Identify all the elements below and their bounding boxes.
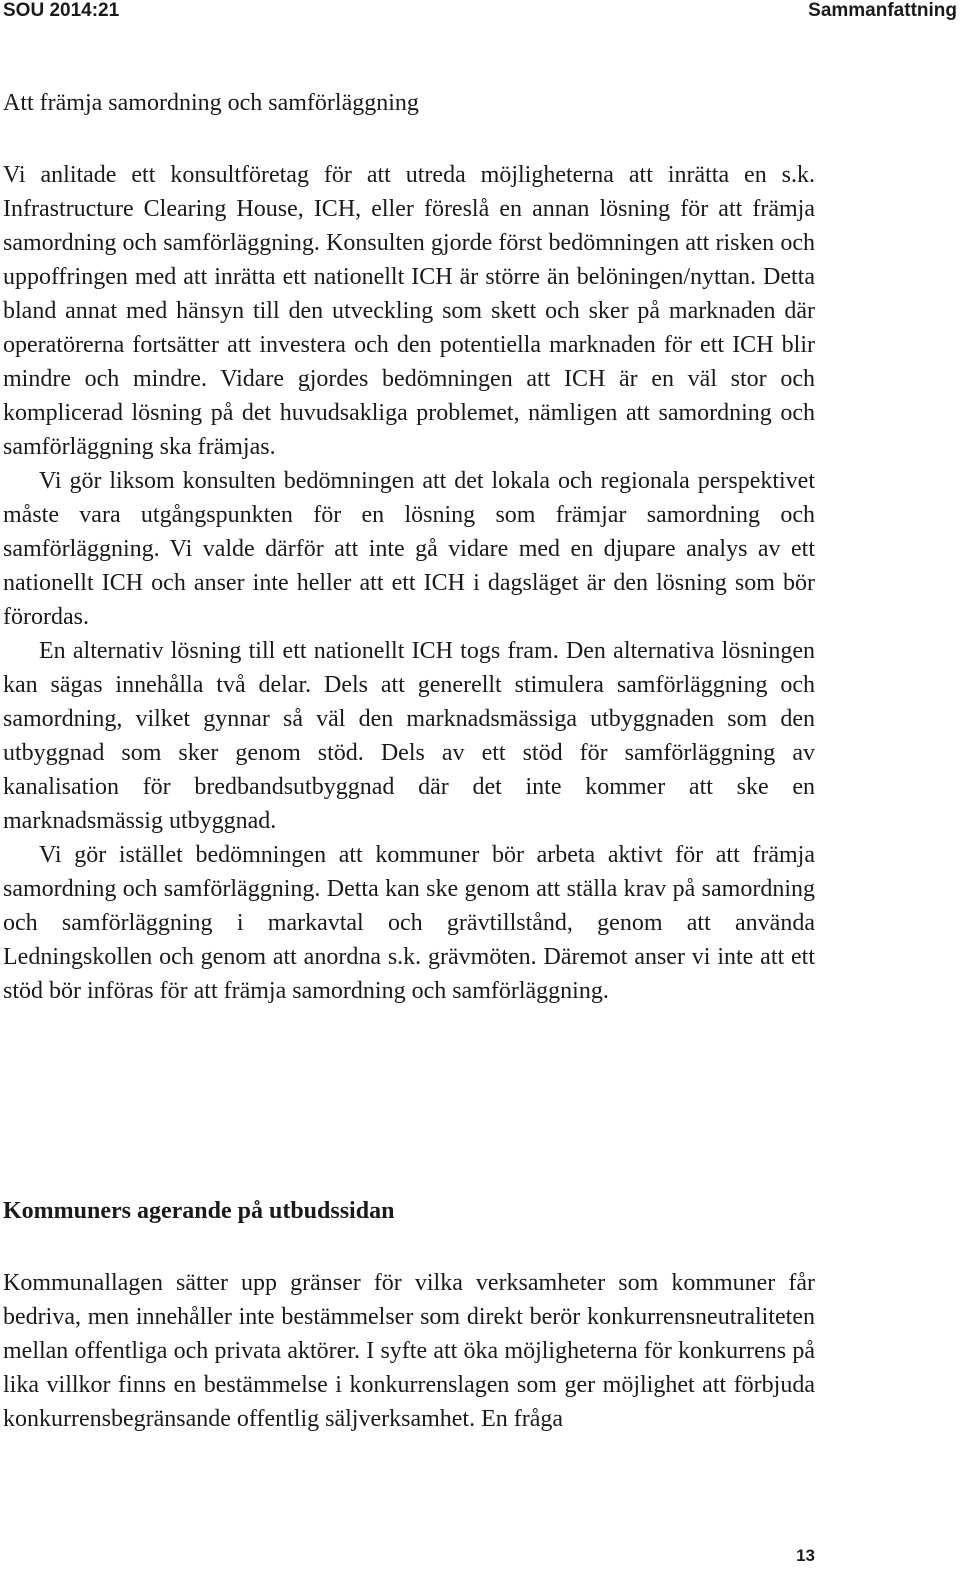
body-paragraph: Vi gör liksom konsulten bedömningen att det lokala och regionala perspektivet måste vara utgångspunkten för en lösning som främjar samordning och samförläggning. Vi valde därför att inte gå vidare med en djupare analys av ett nationellt ICH och anser inte heller att ett ICH i dagsläget är den lösning som bör förordas.	[3, 468, 815, 630]
running-header-document-id: SOU 2014:21	[3, 0, 120, 21]
body-paragraph: En alternativ lösning till ett nationellt ICH togs fram. Den alternativa lösningen kan sägas innehålla två delar. Dels att generellt stimulera samförläggning och samordning, vilket gynnar så väl den marknadsmässiga utbyggnaden som den utbyggnad som sker genom stöd. Dels av ett stöd för samförläggning av kanalisation för bredbandsutbyggnad där det inte kommer att ske en marknadsmässig utbyggnad.	[3, 638, 815, 834]
section-samordning	[3, 86, 815, 1008]
section-kommuners-agerande	[3, 1194, 815, 1436]
section-heading: Kommuners agerande på utbudssidan	[3, 1198, 395, 1224]
body-paragraph: Vi anlitade ett konsultföretag för att utreda möjligheterna att inrätta en s.k. Infrastructure Clearing House, ICH, eller föreslå en annan lösning för att främja samordning och samförläggning. Konsulten gjorde först bedömningen att risken och uppoffringen med att inrätta ett nationellt ICH är större än belöningen/nyttan. Detta bland annat med hänsyn till den utveckling som skett och sker på marknaden där operatörerna fortsätter att investera och den potentiella marknaden för ett ICH blir mindre och mindre. Vidare gjordes bedömningen att ICH är en väl stor och komplicerad lösning på det huvudsakliga problemet, nämligen att samordning och samförläggning ska främjas.	[3, 162, 815, 460]
body-paragraph: Kommunallagen sätter upp gränser för vilka verksamheter som kommuner får bedriva, men innehåller inte bestämmelser som direkt berör konkurrensneutraliteten mellan offentliga och privata aktörer. I syfte att öka möjligheterna för konkurrens på lika villkor finns en bestämmelse i konkurrenslagen som ger möjlighet att förbjuda konkurrensbegränsande offentlig säljverksamhet. En fråga	[3, 1270, 815, 1432]
section-heading: Att främja samordning och samförläggning	[3, 90, 419, 116]
page-number: 13	[796, 1546, 815, 1565]
body-paragraph: Vi gör istället bedömningen att kommuner bör arbeta aktivt för att främja samordning och samförläggning. Detta kan ske genom att ställa krav på samordning och samförläggning i markavtal och grävtillstånd, genom att använda Ledningskollen och genom att anordna s.k. grävmöten. Däremot anser vi inte att ett stöd bör införas för att främja samordning och samförläggning.	[3, 842, 815, 1004]
running-header-section-title: Sammanfattning	[808, 0, 957, 21]
